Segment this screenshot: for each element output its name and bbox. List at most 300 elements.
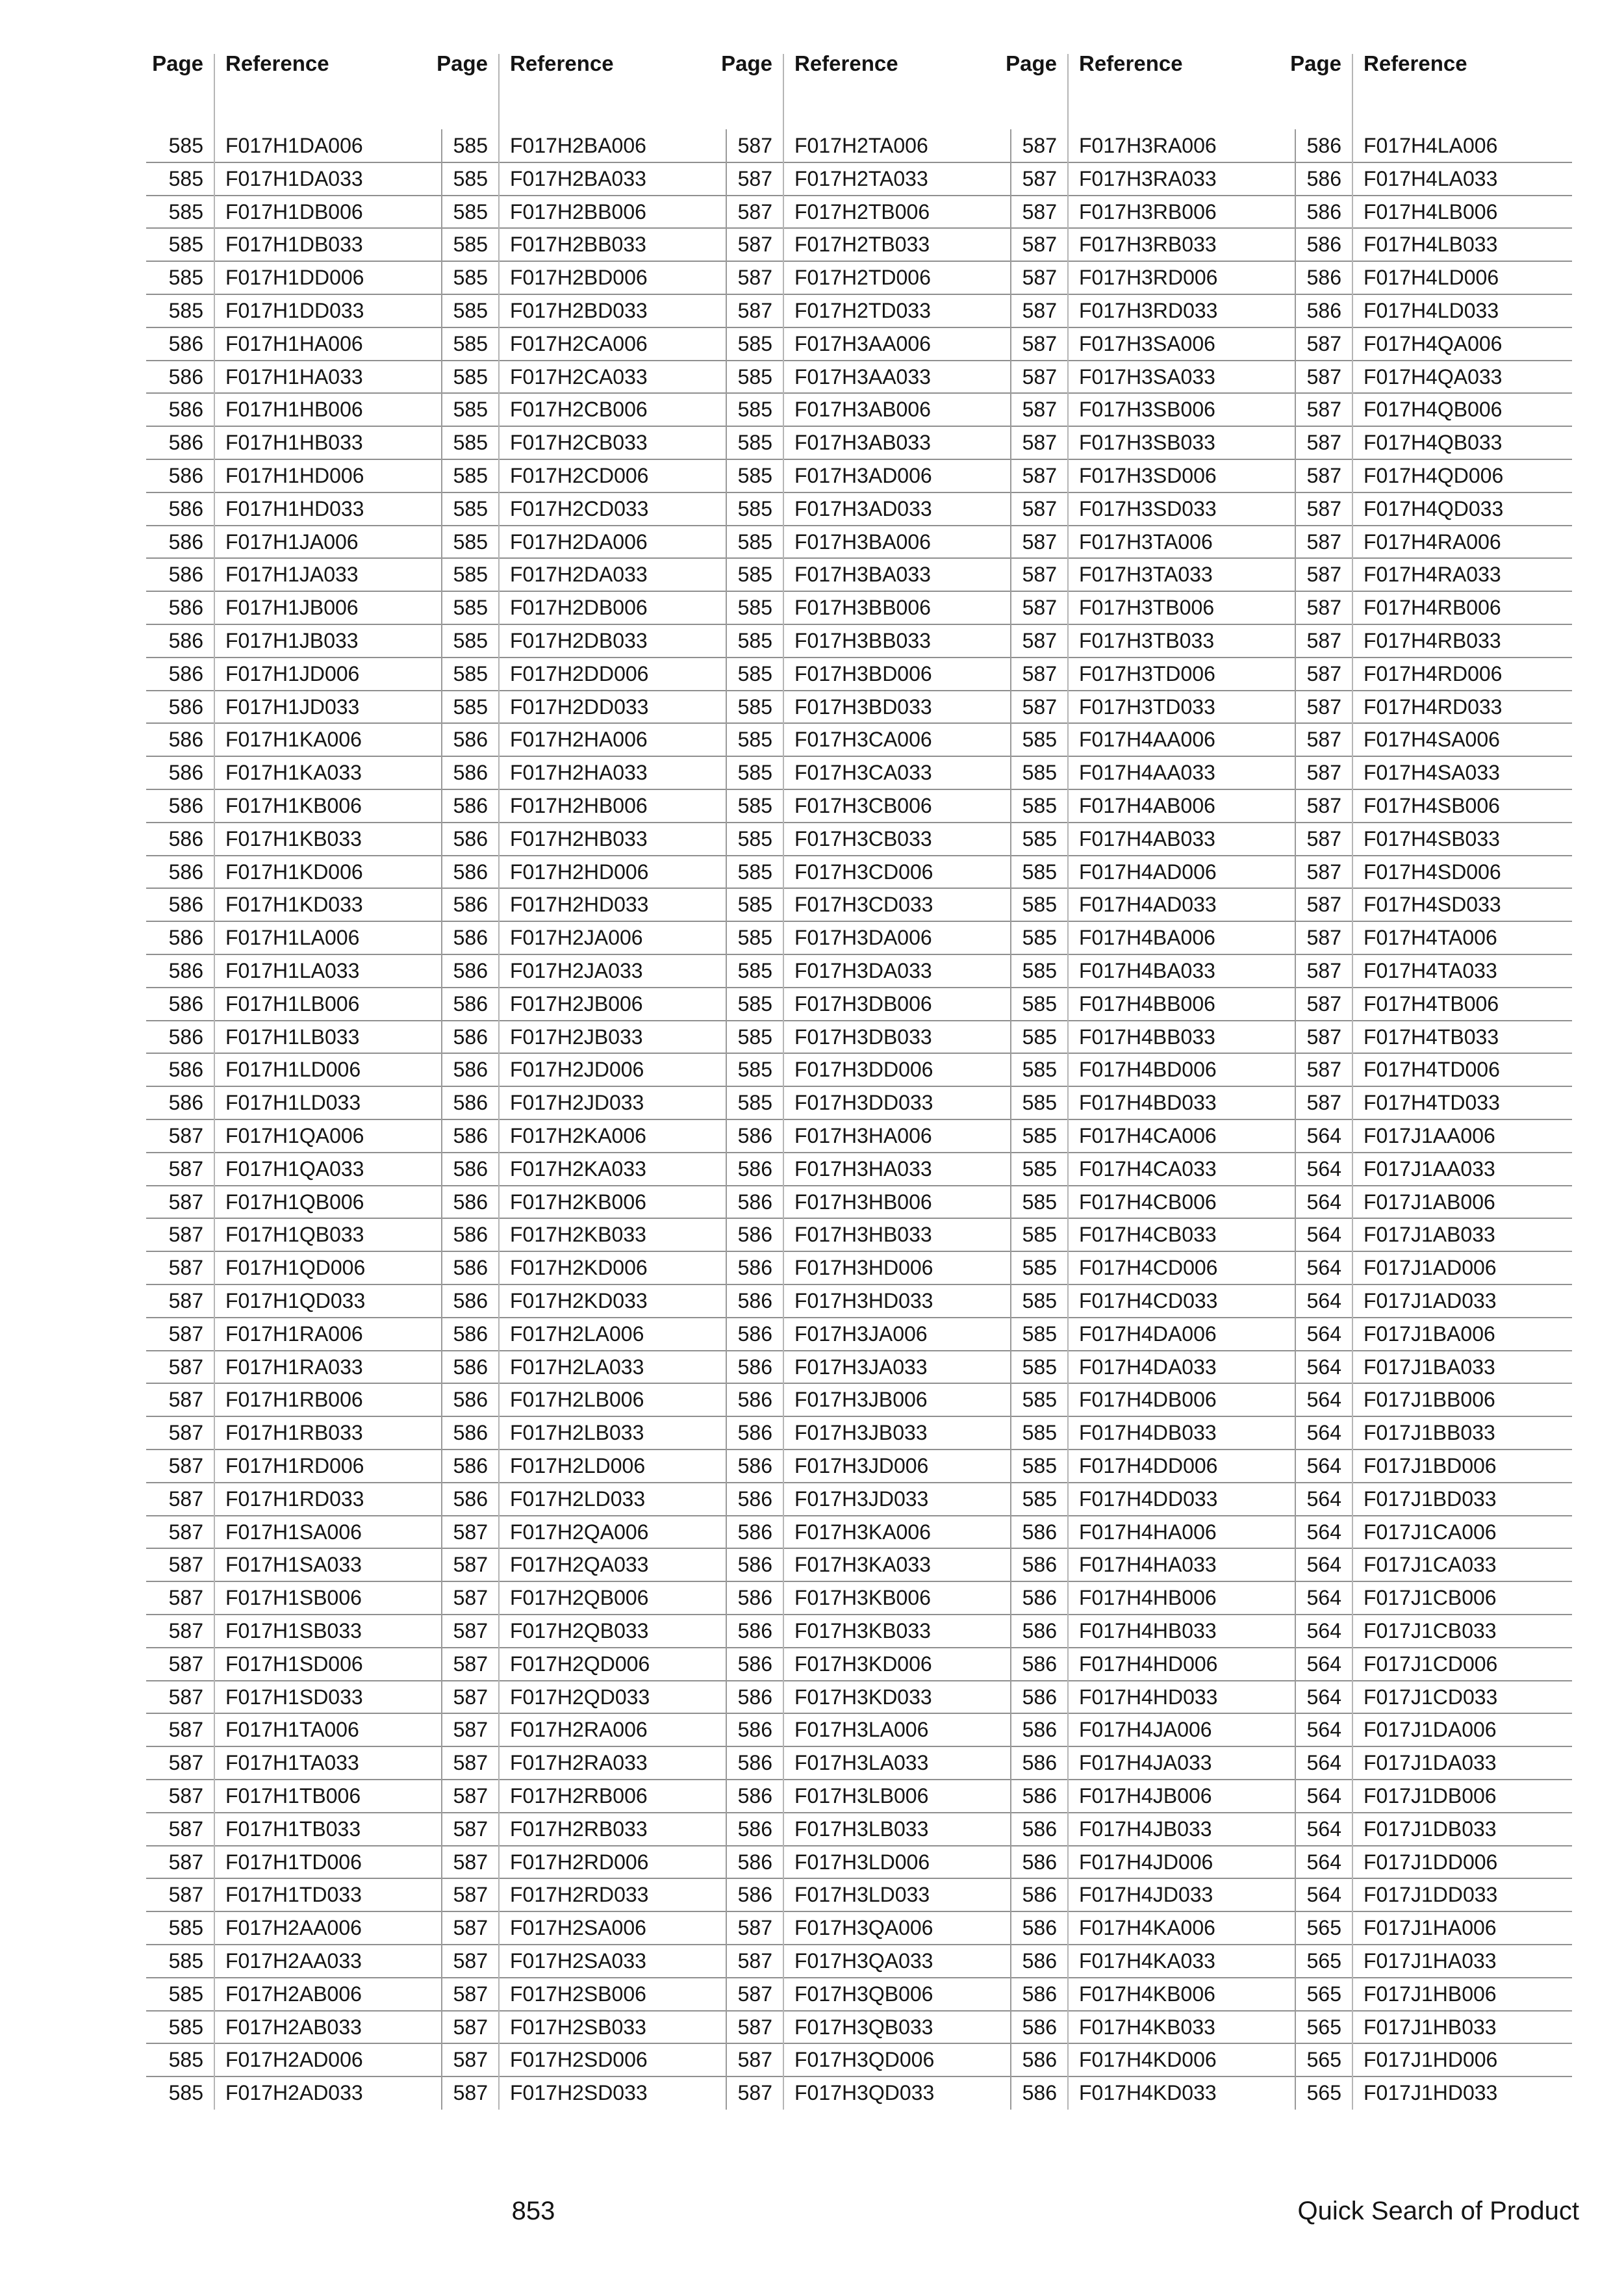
reference-cell: F017H4TD033 [1364, 1091, 1500, 1115]
page-cell: 587 [1306, 794, 1341, 817]
page-cell: 587 [453, 2081, 488, 2105]
reference-cell: F017H1DD033 [225, 299, 364, 322]
page-cell: 585 [168, 1916, 203, 1940]
page-cell: 586 [737, 1256, 772, 1280]
reference-cell: F017H1JD033 [225, 695, 360, 719]
reference-cell: F017H2KA033 [510, 1156, 646, 1181]
page-cell: 586 [737, 1850, 772, 1874]
page-cell: 586 [737, 1619, 772, 1642]
reference-cell: F017H3KD006 [794, 1652, 932, 1676]
reference-cell: F017H3HB033 [794, 1223, 932, 1247]
reference-cell: F017J1DA033 [1364, 1751, 1497, 1775]
reference-cell: F017H4RA006 [1364, 530, 1501, 554]
page-cell: 564 [1306, 1487, 1341, 1511]
page-cell: 586 [168, 728, 203, 752]
page-cell: 585 [453, 431, 488, 455]
page-cell: 586 [453, 1058, 488, 1082]
reference-cell: F017J1CA033 [1364, 1553, 1497, 1577]
reference-cell: F017H3AB006 [794, 398, 931, 422]
page-cell: 585 [168, 199, 203, 224]
page-cell: 587 [1022, 563, 1057, 587]
page-cell: 586 [168, 695, 203, 719]
reference-cell: F017H1RB006 [225, 1388, 363, 1412]
reference-cell: F017H3JB033 [794, 1421, 928, 1445]
page-cell: 585 [737, 695, 772, 719]
page-cell: 585 [453, 596, 488, 620]
page-cell: 564 [1306, 1156, 1341, 1181]
page-cell: 585 [737, 860, 772, 884]
page-cell: 587 [168, 1619, 203, 1642]
reference-cell: F017H3KA006 [794, 1520, 931, 1544]
page-cell: 585 [1022, 1124, 1057, 1147]
reference-cell: F017H1HB033 [225, 431, 363, 455]
page-cell: 585 [737, 331, 772, 355]
page-cell: 587 [1306, 1091, 1341, 1115]
page-cell: 585 [737, 1058, 772, 1082]
reference-cell: F017H3SD006 [1079, 464, 1217, 487]
reference-cell: F017H2DD006 [510, 661, 649, 685]
reference-cell: F017H3BB006 [794, 596, 931, 620]
page-cell: 565 [1306, 2048, 1341, 2072]
reference-cell: F017H3RA006 [1079, 134, 1217, 157]
page-cell: 586 [737, 1520, 772, 1544]
page-cell: 587 [1306, 496, 1341, 520]
reference-cell: F017J1HB006 [1364, 1982, 1497, 2006]
page-cell: 586 [168, 794, 203, 817]
page-cell: 587 [1306, 1058, 1341, 1082]
page-cell: 585 [1022, 959, 1057, 982]
page-cell: 587 [168, 1388, 203, 1412]
reference-cell: F017H4RD006 [1364, 661, 1503, 685]
page-cell: 585 [453, 464, 488, 487]
reference-cell: F017J1AB006 [1364, 1190, 1495, 1214]
page-cell: 586 [453, 761, 488, 785]
page-cell: 585 [737, 893, 772, 917]
reference-cell: F017J1AA006 [1364, 1124, 1495, 1147]
reference-cell: F017H4HD033 [1079, 1685, 1218, 1709]
reference-cell: F017H3CA033 [794, 761, 932, 785]
page-cell: 587 [1022, 596, 1057, 620]
reference-header-label: Reference [794, 51, 898, 75]
reference-cell: F017H2KD006 [510, 1256, 648, 1280]
reference-cell: F017H1RD033 [225, 1487, 364, 1511]
reference-cell: F017H3JB006 [794, 1388, 928, 1412]
page-cell: 586 [1022, 1685, 1057, 1709]
page-cell: 587 [168, 1751, 203, 1775]
reference-cell: F017H3SB033 [1079, 431, 1215, 455]
reference-cell: F017H3TA006 [1079, 530, 1213, 554]
reference-cell: F017J1DB033 [1364, 1817, 1497, 1841]
reference-cell: F017H3LA033 [794, 1751, 929, 1775]
page-cell: 586 [737, 1388, 772, 1412]
reference-header-label: Reference [1364, 51, 1467, 75]
reference-cell: F017H2DB033 [510, 629, 648, 652]
page-cell: 587 [1022, 364, 1057, 389]
reference-cell: F017H2BD006 [510, 266, 648, 290]
reference-cell: F017H2HD033 [510, 893, 649, 917]
page-cell: 586 [453, 926, 488, 950]
reference-cell: F017J1BB033 [1364, 1421, 1495, 1445]
reference-cell: F017H2RB033 [510, 1817, 648, 1841]
reference-cell: F017H3RA033 [1079, 166, 1217, 190]
page-cell: 586 [1306, 134, 1341, 157]
page-cell: 585 [168, 2048, 203, 2072]
page-cell: 585 [737, 826, 772, 850]
reference-cell: F017H2AB006 [225, 1982, 362, 2006]
page-cell: 586 [1022, 1916, 1057, 1940]
page-cell: 586 [453, 1025, 488, 1049]
reference-cell: F017H2AA033 [225, 1949, 362, 1973]
reference-cell: F017H2AD006 [225, 2048, 363, 2072]
reference-cell: F017J1BD033 [1364, 1487, 1497, 1511]
page-cell: 564 [1306, 1652, 1341, 1676]
reference-cell: F017H2KD033 [510, 1289, 648, 1312]
page-cell: 587 [737, 1982, 772, 2006]
page-cell: 587 [1022, 266, 1057, 290]
page-cell: 586 [737, 1652, 772, 1676]
column-separator-line [498, 54, 500, 2110]
page-cell: 585 [737, 629, 772, 652]
page-cell: 586 [1306, 199, 1341, 224]
reference-cell: F017H4SA033 [1364, 761, 1500, 785]
page-cell: 586 [453, 1091, 488, 1115]
reference-cell: F017H4LA033 [1364, 166, 1498, 190]
page-cell: 585 [168, 266, 203, 290]
page-cell: 585 [737, 728, 772, 752]
page-cell: 585 [737, 661, 772, 685]
reference-cell: F017H1SB006 [225, 1586, 362, 1610]
reference-cell: F017H3DA006 [794, 926, 932, 950]
page-cell: 586 [737, 1190, 772, 1214]
reference-cell: F017H3QB033 [794, 2015, 933, 2039]
reference-cell: F017H2SA006 [510, 1916, 646, 1940]
page-cell: 564 [1306, 1883, 1341, 1907]
reference-cell: F017H2LA033 [510, 1355, 644, 1379]
page-cell: 587 [1306, 991, 1341, 1016]
reference-cell: F017H4LD033 [1364, 299, 1499, 322]
page-cell: 587 [453, 1817, 488, 1841]
reference-cell: F017H2LD033 [510, 1487, 646, 1511]
reference-cell: F017H3CB006 [794, 794, 932, 817]
reference-cell: F017H4LD006 [1364, 266, 1499, 290]
page-cell: 587 [737, 2081, 772, 2105]
page-cell: 586 [168, 959, 203, 982]
page-cell: 585 [453, 563, 488, 587]
reference-cell: F017H2KB006 [510, 1190, 646, 1214]
reference-cell: F017H4RA033 [1364, 563, 1501, 587]
page-cell: 587 [453, 1883, 488, 1907]
page-cell: 587 [737, 233, 772, 257]
page-cell: 587 [737, 1916, 772, 1940]
reference-cell: F017H2BD033 [510, 299, 648, 322]
reference-cell: F017H2TD006 [794, 266, 931, 290]
reference-cell: F017H2HB006 [510, 794, 648, 817]
reference-cell: F017H4SB033 [1364, 826, 1500, 850]
reference-cell: F017H2QD033 [510, 1685, 650, 1709]
reference-cell: F017H3SA006 [1079, 331, 1215, 355]
reference-cell: F017H3QB006 [794, 1982, 933, 2006]
reference-cell: F017H4DB006 [1079, 1388, 1217, 1412]
reference-cell: F017H4CA006 [1079, 1124, 1217, 1147]
page-cell: 585 [453, 364, 488, 389]
reference-cell: F017H2HB033 [510, 826, 648, 850]
reference-cell: F017H2DA033 [510, 563, 648, 587]
page-cell: 585 [168, 1949, 203, 1973]
page-cell: 587 [1022, 629, 1057, 652]
reference-cell: F017H2SB006 [510, 1982, 646, 2006]
reference-cell: F017H3BD006 [794, 661, 932, 685]
page-cell: 586 [168, 596, 203, 620]
reference-cell: F017H4DB033 [1079, 1421, 1217, 1445]
page-cell: 587 [168, 1817, 203, 1841]
reference-cell: F017H3CA006 [794, 728, 932, 752]
page-cell: 587 [168, 1421, 203, 1445]
reference-cell: F017H4AA033 [1079, 761, 1215, 785]
page-cell: 565 [1306, 1949, 1341, 1973]
reference-cell: F017H1TB006 [225, 1784, 361, 1808]
reference-cell: F017H3RB033 [1079, 233, 1217, 257]
page-cell: 587 [168, 1322, 203, 1346]
reference-cell: F017H2HA033 [510, 761, 648, 785]
reference-cell: F017H3RD006 [1079, 266, 1218, 290]
page-cell: 585 [453, 331, 488, 355]
column-separator-line [1067, 54, 1069, 2110]
reference-cell: F017H1SD006 [225, 1652, 363, 1676]
reference-cell: F017H2TB033 [794, 233, 930, 257]
page-cell: 586 [737, 1685, 772, 1709]
reference-cell: F017H3CD006 [794, 860, 933, 884]
reference-cell: F017H4BA006 [1079, 926, 1215, 950]
reference-cell: F017H4QB033 [1364, 431, 1503, 455]
footer-title: Quick Search of Product [1297, 2197, 1579, 2225]
page-cell: 586 [168, 661, 203, 685]
page-cell: 587 [168, 1124, 203, 1147]
reference-cell: F017H2QA033 [510, 1553, 649, 1577]
page-cell: 587 [168, 1553, 203, 1577]
page-cell: 586 [737, 1751, 772, 1775]
reference-cell: F017H4CB033 [1079, 1223, 1217, 1247]
reference-cell: F017H4DA033 [1079, 1355, 1217, 1379]
page-cell: 586 [168, 331, 203, 355]
page-cell: 586 [1022, 1652, 1057, 1676]
reference-cell: F017H1LB006 [225, 991, 360, 1016]
page-cell: 587 [168, 1289, 203, 1312]
page-cell: 587 [1022, 398, 1057, 422]
page-cell: 586 [1306, 166, 1341, 190]
reference-cell: F017H4QA006 [1364, 331, 1503, 355]
reference-cell: F017H1JA006 [225, 530, 359, 554]
page-cell: 565 [1306, 1982, 1341, 2006]
page-cell: 587 [453, 1949, 488, 1973]
reference-cell: F017H1DB006 [225, 199, 363, 224]
page-cell: 586 [453, 1454, 488, 1477]
page-cell: 587 [1306, 926, 1341, 950]
page-cell: 585 [737, 1025, 772, 1049]
reference-cell: F017H4KD033 [1079, 2081, 1217, 2105]
reference-cell: F017H4LA006 [1364, 134, 1498, 157]
reference-cell: F017H4HA033 [1079, 1553, 1217, 1577]
reference-cell: F017H3LB006 [794, 1784, 929, 1808]
page-cell: 587 [168, 1883, 203, 1907]
page-cell: 587 [168, 1156, 203, 1181]
reference-cell: F017J1BA033 [1364, 1355, 1495, 1379]
reference-cell: F017H4AD033 [1079, 893, 1217, 917]
reference-cell: F017H3QA006 [794, 1916, 933, 1940]
page-cell: 564 [1306, 1520, 1341, 1544]
reference-cell: F017H4HD006 [1079, 1652, 1218, 1676]
page-cell: 587 [737, 199, 772, 224]
page-cell: 587 [1306, 761, 1341, 785]
reference-cell: F017H2QB033 [510, 1619, 649, 1642]
page-cell: 565 [1306, 2015, 1341, 2039]
reference-cell: F017H2JA006 [510, 926, 643, 950]
page-cell: 585 [1022, 1322, 1057, 1346]
page-cell: 564 [1306, 1223, 1341, 1247]
page-cell: 585 [737, 398, 772, 422]
reference-cell: F017H4CB006 [1079, 1190, 1217, 1214]
reference-cell: F017H2TA006 [794, 134, 928, 157]
page-cell: 564 [1306, 1289, 1341, 1312]
page-cell: 586 [1022, 1982, 1057, 2006]
reference-cell: F017J1HA006 [1364, 1916, 1497, 1940]
page-cell: 585 [737, 991, 772, 1016]
reference-cell: F017H4JB033 [1079, 1817, 1212, 1841]
reference-cell: F017J1CB033 [1364, 1619, 1497, 1642]
page-cell: 587 [1306, 331, 1341, 355]
reference-cell: F017H1QB006 [225, 1190, 364, 1214]
page-cell: 585 [168, 2015, 203, 2039]
page-cell: 586 [168, 563, 203, 587]
page-cell: 587 [453, 1520, 488, 1544]
reference-cell: F017H4CA033 [1079, 1156, 1217, 1181]
page-cell: 586 [453, 1289, 488, 1312]
reference-cell: F017H1TD033 [225, 1883, 362, 1907]
page-cell: 587 [453, 1553, 488, 1577]
page-cell: 587 [1306, 959, 1341, 982]
page-cell: 586 [1022, 1718, 1057, 1742]
reference-cell: F017H3CD033 [794, 893, 933, 917]
page-cell: 586 [1022, 1619, 1057, 1642]
reference-cell: F017H2BB033 [510, 233, 646, 257]
page-cell: 564 [1306, 1553, 1341, 1577]
reference-cell: F017H4QD006 [1364, 464, 1504, 487]
reference-cell: F017H4QA033 [1364, 364, 1503, 389]
page-cell: 586 [168, 1025, 203, 1049]
reference-cell: F017H3KB006 [794, 1586, 931, 1610]
page-cell: 585 [1022, 1289, 1057, 1312]
reference-cell: F017H2KB033 [510, 1223, 646, 1247]
page-cell: 585 [453, 496, 488, 520]
page-cell: 586 [1022, 1850, 1057, 1874]
reference-cell: F017H4DD033 [1079, 1487, 1218, 1511]
reference-cell: F017H4KA033 [1079, 1949, 1215, 1973]
reference-cell: F017H3BB033 [794, 629, 931, 652]
reference-cell: F017H2RD033 [510, 1883, 649, 1907]
page-cell: 586 [168, 761, 203, 785]
page-header-label: Page [437, 51, 488, 75]
page-cell: 564 [1306, 1256, 1341, 1280]
page-cell: 564 [1306, 1421, 1341, 1445]
reference-cell: F017J1AB033 [1364, 1223, 1495, 1247]
reference-cell: F017J1DB006 [1364, 1784, 1497, 1808]
page-cell: 585 [1022, 1223, 1057, 1247]
reference-cell: F017J1AD006 [1364, 1256, 1497, 1280]
page-cell: 586 [737, 1156, 772, 1181]
page-cell: 587 [453, 1685, 488, 1709]
reference-cell: F017H3RD033 [1079, 299, 1218, 322]
page-cell: 585 [737, 926, 772, 950]
page-cell: 565 [1306, 1916, 1341, 1940]
reference-cell: F017H4LB033 [1364, 233, 1498, 257]
page-cell: 586 [168, 364, 203, 389]
page-cell: 586 [1022, 1949, 1057, 1973]
reference-cell: F017H1SA033 [225, 1553, 362, 1577]
reference-cell: F017H1KD033 [225, 893, 363, 917]
page-cell: 585 [737, 761, 772, 785]
page-cell: 585 [737, 959, 772, 982]
page-cell: 586 [453, 893, 488, 917]
page-cell: 585 [453, 134, 488, 157]
reference-cell: F017H2LA006 [510, 1322, 644, 1346]
reference-cell: F017H4SD033 [1364, 893, 1501, 917]
reference-cell: F017H1JA033 [225, 563, 359, 587]
reference-cell: F017H1TA033 [225, 1751, 359, 1775]
page-cell: 587 [1022, 166, 1057, 190]
page-cell: 586 [168, 530, 203, 554]
page-cell: 586 [168, 1091, 203, 1115]
page-cell: 587 [168, 1784, 203, 1808]
page-cell: 587 [453, 2015, 488, 2039]
page-cell: 587 [737, 1949, 772, 1973]
reference-cell: F017H2JB006 [510, 991, 643, 1016]
page-cell: 587 [1022, 199, 1057, 224]
page-header-label: Page [152, 51, 203, 75]
page-cell: 586 [453, 826, 488, 850]
page-cell: 585 [737, 464, 772, 487]
reference-cell: F017H1RA006 [225, 1322, 363, 1346]
reference-cell: F017H3HA033 [794, 1156, 932, 1181]
reference-cell: F017H3JD006 [794, 1454, 929, 1477]
page-cell: 585 [168, 134, 203, 157]
reference-cell: F017H4KB006 [1079, 1982, 1215, 2006]
reference-cell: F017H3LD006 [794, 1850, 930, 1874]
page-cell: 585 [168, 166, 203, 190]
reference-cell: F017H3CB033 [794, 826, 932, 850]
page-cell: 585 [1022, 1487, 1057, 1511]
page-cell: 586 [1022, 2081, 1057, 2105]
reference-cell: F017J1BA006 [1364, 1322, 1495, 1346]
reference-cell: F017H2TB006 [794, 199, 930, 224]
reference-cell: F017H3DD033 [794, 1091, 933, 1115]
page-cell: 564 [1306, 1454, 1341, 1477]
page-cell: 587 [1306, 893, 1341, 917]
page-cell: 587 [168, 1520, 203, 1544]
reference-cell: F017H4BD033 [1079, 1091, 1217, 1115]
reference-cell: F017H3BD033 [794, 695, 932, 719]
page-cell: 585 [1022, 1355, 1057, 1379]
page-cell: 586 [1022, 2015, 1057, 2039]
reference-cell: F017H3AB033 [794, 431, 931, 455]
page-cell: 587 [1022, 331, 1057, 355]
page-cell: 586 [737, 1817, 772, 1841]
reference-cell: F017H4JD033 [1079, 1883, 1213, 1907]
page-cell: 586 [168, 926, 203, 950]
reference-cell: F017H3TB033 [1079, 629, 1215, 652]
page-cell: 586 [1022, 1553, 1057, 1577]
reference-cell: F017H1JD006 [225, 661, 360, 685]
page-cell: 585 [1022, 1256, 1057, 1280]
reference-cell: F017H3TD006 [1079, 661, 1215, 685]
